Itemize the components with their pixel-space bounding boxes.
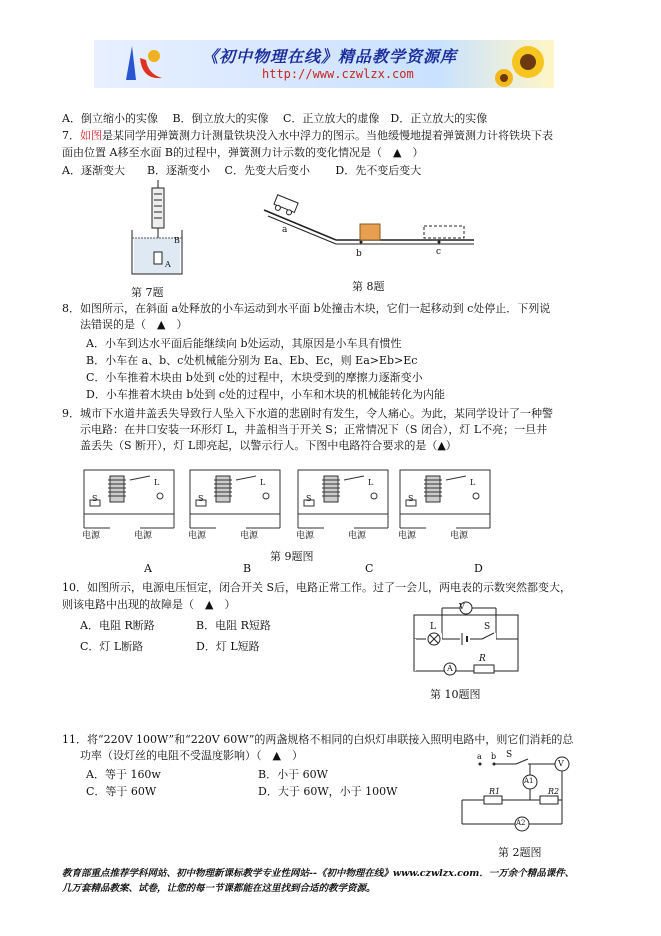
- lamp-label: L: [368, 478, 374, 487]
- fig-q11-caption: 第 2题图: [498, 846, 542, 859]
- q11-option-b: B．小于 60W: [258, 768, 328, 781]
- fig9-label-d: D: [474, 562, 483, 575]
- site-banner: [94, 40, 554, 88]
- footer-line1: 教育部重点推荐学科网站、初中物理新课标教学专业性网站--《初中物理在线》www.czwlzx.com．一万余个精品课件、: [62, 868, 575, 879]
- power-label: 电源: [348, 531, 367, 541]
- power-label: 电源: [240, 531, 259, 541]
- fig8-point-b: b: [356, 249, 362, 259]
- q11-switch-label: S: [506, 750, 513, 760]
- fig8-point-a: a: [282, 225, 288, 235]
- q8-option-d: D．小车推着木块由 b处到 c处的过程中，小车和木块的机械能转化为内能: [86, 388, 446, 401]
- logo-icon: [112, 40, 172, 88]
- power-label: 电源: [398, 531, 417, 541]
- q10-option-a: A．电阻 R断路: [80, 619, 155, 632]
- fig10-resistor-label: R: [479, 654, 486, 664]
- fig8-caption: 第 8题: [352, 280, 385, 293]
- q10-option-d: D．灯 L短路: [196, 640, 260, 653]
- fig10-switch-label: S: [484, 622, 491, 632]
- fig8-incline: [264, 196, 484, 256]
- power-label: 电源: [450, 531, 469, 541]
- switch-label: S: [306, 494, 312, 503]
- lamp-label: L: [154, 478, 160, 487]
- q10-line1: 10．如图所示，电源电压恒定，闭合开关 S后，电路正常工作。过了一会儿，两电表的示数突然都变大，: [62, 581, 572, 594]
- q11-terminal-b: b: [491, 752, 497, 761]
- fig10-circuit: [412, 603, 522, 673]
- lamp-label: L: [260, 478, 266, 487]
- q10-line2: 则该电路中出现的故障是（ ▲ ）: [62, 598, 236, 611]
- banner-title: 《初中物理在线》精品教学资源库: [202, 47, 458, 66]
- power-label: 电源: [134, 531, 153, 541]
- footer-line2: 几万套精品教案、试卷，让您的每一节课都能在这里找到合适的教学资源。: [62, 883, 376, 894]
- q10-option-c: C．灯 L断路: [80, 640, 144, 653]
- fig10-voltmeter: V: [459, 602, 465, 611]
- q7-options: A．逐渐变大 B．逐渐变小 C．先变大后变小 D．先不变后变大: [62, 164, 422, 177]
- banner-url: http://www.czwlzx.com: [262, 67, 414, 81]
- switch-label: S: [198, 494, 204, 503]
- power-label: 电源: [82, 531, 101, 541]
- fig7-spring-scale: [128, 180, 188, 280]
- q11-voltmeter: V: [558, 759, 564, 768]
- q11-ammeter-a1: A1: [524, 777, 534, 785]
- q11-r1-label: R1: [489, 787, 501, 796]
- q7-highlight: 如图: [80, 129, 102, 142]
- switch-label: S: [92, 494, 98, 503]
- fig9-label-c: C: [365, 562, 374, 575]
- q8-option-a: A．小车到达水平面后能继续向 b处运动，其原因是小车具有惯性: [86, 337, 402, 350]
- q8-option-c: C．小车推着木块由 b处到 c处的过程中，木块受到的摩擦力逐渐变小: [86, 371, 423, 384]
- fig7-label-b: B: [174, 236, 180, 245]
- fig9-caption: 第 9题图: [270, 550, 314, 563]
- power-label: 电源: [188, 531, 207, 541]
- q11-terminal-a: a: [477, 752, 482, 761]
- power-label: 电源: [296, 531, 315, 541]
- sunflower-icon: [494, 40, 554, 88]
- q7-line1-text: 是某同学用弹簧测力计测量铁块没入水中浮力的图示。当他缓慢地提着弹簧测力计将铁块下表: [102, 129, 553, 142]
- lamp-label: L: [470, 478, 476, 487]
- fig7-caption: 第 7题: [131, 286, 164, 299]
- q7-line1: [62, 127, 553, 143]
- q8-line2: 法错误的是（ ▲ ）: [80, 318, 188, 331]
- q7-line2: 面由位置 A移至水面 B的过程中，弹簧测力计示数的变化情况是（ ▲ ）: [62, 146, 424, 159]
- q11-ammeter-a2: A2: [516, 819, 526, 827]
- fig9-label-b: B: [243, 562, 252, 575]
- switch-label: S: [408, 494, 414, 503]
- q7-number: 7．: [62, 129, 80, 142]
- q11-r2-label: R2: [548, 787, 560, 796]
- q11-line2: 功率（设灯丝的电阻不受温度影响）（ ▲ ）: [80, 749, 303, 762]
- q6-options: A．倒立缩小的实像 B．倒立放大的实像 C．正立放大的虚像 D．正立放大的实像: [62, 112, 488, 125]
- fig7-label-a: A: [165, 260, 171, 269]
- q9-line1: 9．城市下水道井盖丢失导致行人坠入下水道的悲剧时有发生，令人痛心。为此，某同学设计了一种警: [62, 407, 553, 420]
- q11-option-d: D．大于 60W，小于 100W: [258, 785, 398, 798]
- fig9-label-a: A: [144, 562, 152, 575]
- fig10-lamp-label: L: [430, 622, 436, 632]
- q9-line2: 示电路：在井口安装一环形灯 L，井盖相当于开关 S；正常情况下（S 闭合），灯 L不亮；一旦井: [80, 423, 548, 436]
- q9-line3: 盖丢失（S 断开），灯 L即亮起，以警示行人。下图中电路符合要求的是（▲）: [80, 439, 457, 452]
- fig10-caption: 第 10题图: [430, 688, 481, 701]
- q11-option-a: A．等于 160w: [86, 768, 161, 781]
- footer: [62, 866, 574, 896]
- q8-line1: 8．如图所示，在斜面 a处释放的小车运动到水平面 b处撞击木块，它们一起移动到 c处停止．下列说: [62, 302, 551, 315]
- q8-option-b: B．小车在 a、b、c处机械能分别为 Ea、Eb、Ec，则 Ea>Eb>Ec: [86, 354, 418, 367]
- q11-line1: 11．将“220V 100W”和“220V 60W”的两盏规格不相同的白炽灯串联接入照明电路中，则它们消耗的总: [62, 733, 574, 746]
- q10-option-b: B．电阻 R短路: [196, 619, 271, 632]
- q11-option-c: C．等于 60W: [86, 785, 157, 798]
- fig10-ammeter: A: [447, 664, 453, 673]
- fig8-point-c: c: [436, 247, 442, 257]
